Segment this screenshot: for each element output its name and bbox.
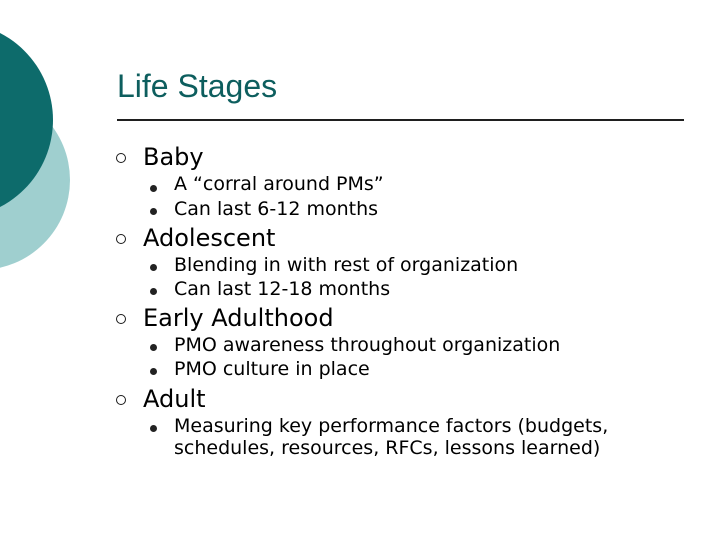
hollow-circle-bullet-icon [116, 395, 126, 405]
filled-circle-bullet-icon [150, 425, 157, 432]
hollow-circle-bullet-icon [116, 234, 126, 244]
stage-point: Can last 6-12 months [174, 198, 379, 220]
stage-point: Can last 12-18 months [174, 278, 391, 300]
stage-point: A “corral around PMs” [174, 173, 384, 195]
stage-heading-adolescent: Adolescent [143, 224, 276, 252]
filled-circle-bullet-icon [150, 208, 157, 215]
filled-circle-bullet-icon [150, 344, 157, 351]
stage-heading-early-adulthood: Early Adulthood [143, 304, 334, 332]
filled-circle-bullet-icon [150, 368, 157, 375]
stage-heading-baby: Baby [143, 143, 204, 171]
stage-point: PMO awareness throughout organization [174, 334, 561, 356]
slide-title: Life Stages [117, 68, 278, 104]
filled-circle-bullet-icon [150, 185, 157, 192]
stage-point-continuation: schedules, resources, RFCs, lessons learned) [174, 437, 601, 459]
filled-circle-bullet-icon [150, 264, 157, 271]
stage-point: PMO culture in place [174, 358, 370, 380]
stage-point: Blending in with rest of organization [174, 254, 519, 276]
filled-circle-bullet-icon [150, 288, 157, 295]
hollow-circle-bullet-icon [116, 153, 126, 163]
title-underline [117, 119, 684, 121]
stage-heading-adult: Adult [143, 385, 206, 413]
stage-point: Measuring key performance factors (budgets, [174, 415, 609, 437]
decorative-circles [0, 0, 120, 300]
hollow-circle-bullet-icon [116, 314, 126, 324]
